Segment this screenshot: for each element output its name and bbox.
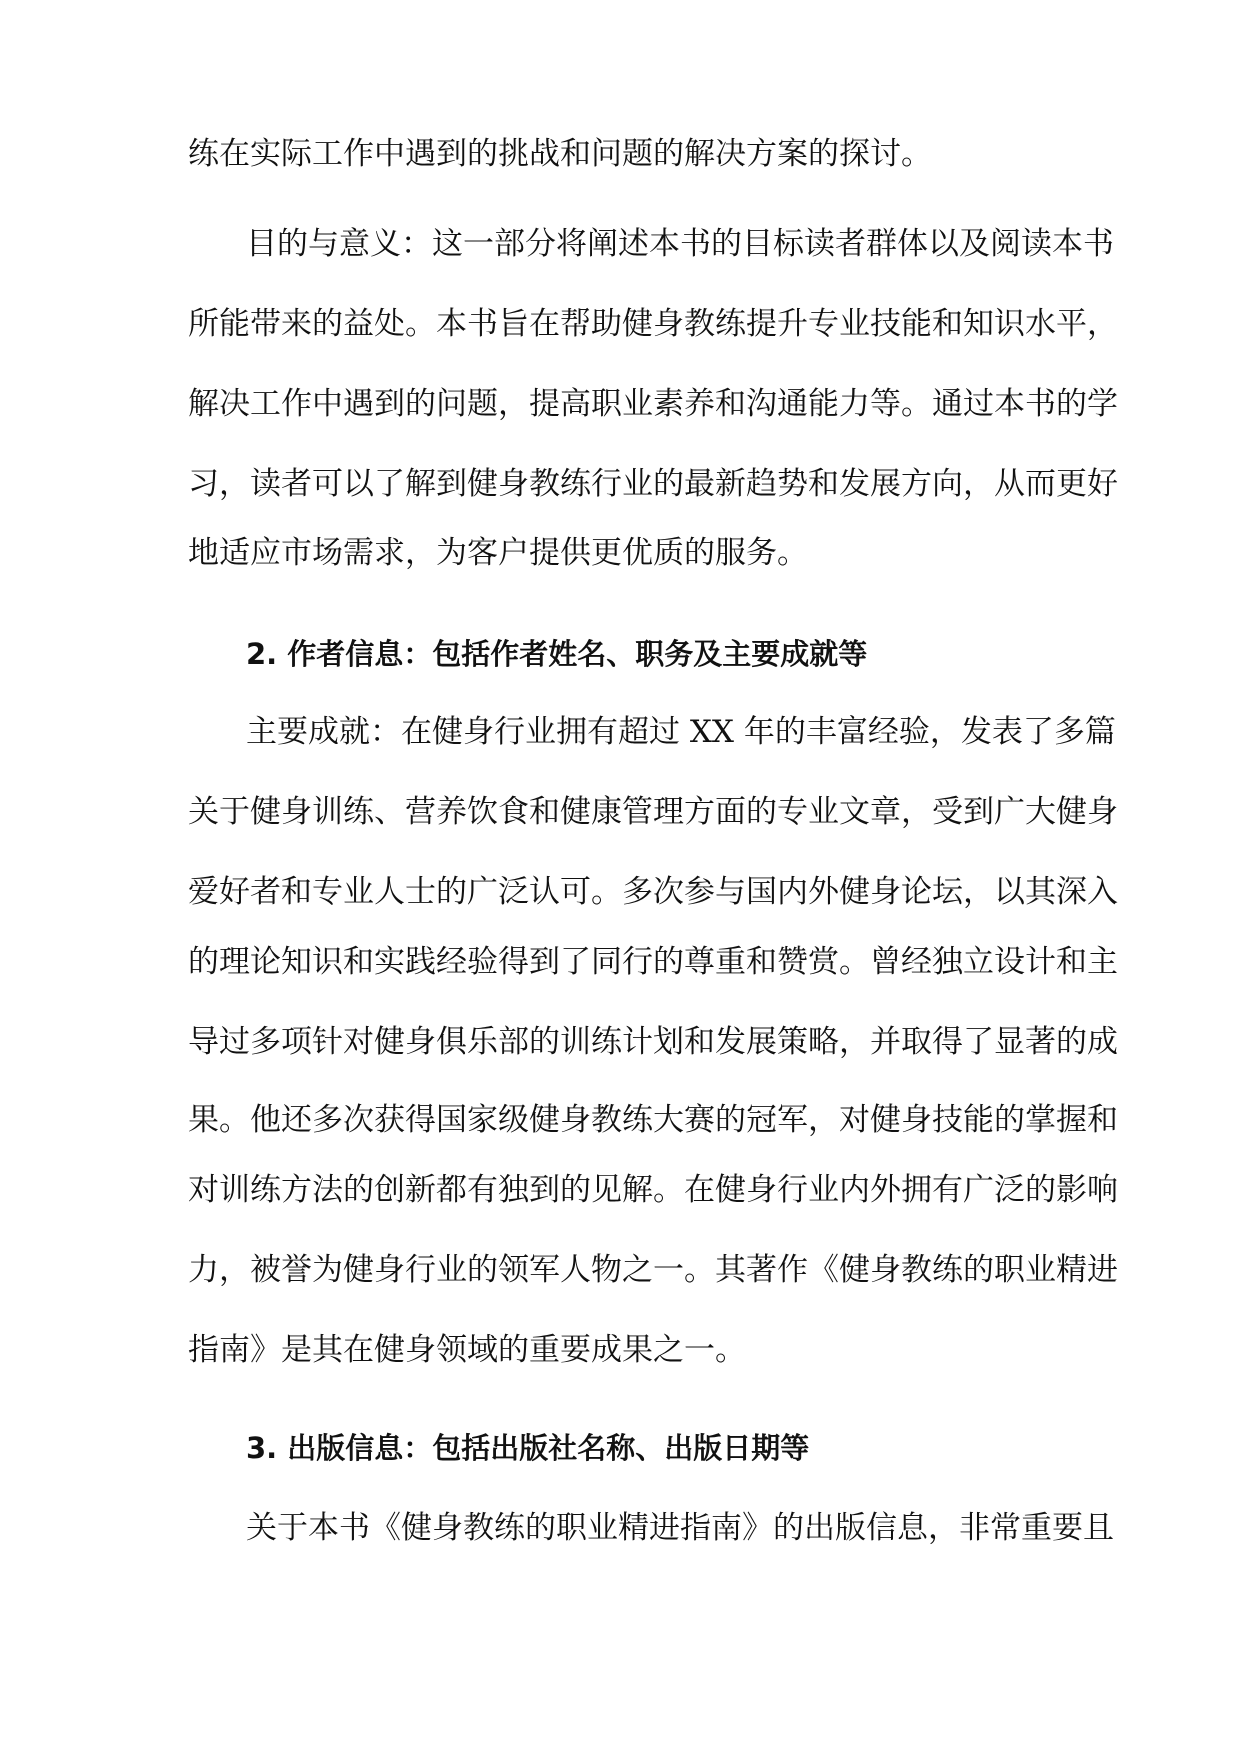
section-2-line: 主要成就：在健身行业拥有超过 XX 年的丰富经验，发表了多篇 (246, 714, 1116, 750)
paragraph-purpose-line: 习，读者可以了解到健身教练行业的最新趋势和发展方向，从而更好 (188, 466, 1118, 502)
paragraph-purpose-line: 解决工作中遇到的问题，提高职业素养和沟通能力等。通过本书的学 (188, 386, 1118, 422)
paragraph-purpose-line: 所能带来的益处。本书旨在帮助健身教练提升专业技能和知识水平， (188, 306, 1118, 342)
section-2-line: 指南》是其在健身领域的重要成果之一。 (188, 1332, 746, 1368)
section-2-line: 的理论知识和实践经验得到了同行的尊重和赞赏。曾经独立设计和主 (188, 944, 1118, 980)
section-2-line: 爱好者和专业人士的广泛认可。多次参与国内外健身论坛，以其深入 (188, 874, 1118, 910)
section-2-line: 关于健身训练、营养饮食和健康管理方面的专业文章，受到广大健身 (188, 794, 1118, 830)
section-2-heading: 2. 作者信息：包括作者姓名、职务及主要成就等 (246, 637, 868, 671)
section-2-line: 果。他还多次获得国家级健身教练大赛的冠军，对健身技能的掌握和 (188, 1102, 1118, 1138)
paragraph-purpose-line: 地适应市场需求，为客户提供更优质的服务。 (188, 535, 808, 571)
section-2-line: 导过多项针对健身俱乐部的训练计划和发展策略，并取得了显著的成 (188, 1024, 1118, 1060)
section-2-line: 对训练方法的创新都有独到的见解。在健身行业内外拥有广泛的影响 (188, 1172, 1118, 1208)
paragraph-intro-line: 练在实际工作中遇到的挑战和问题的解决方案的探讨。 (188, 136, 932, 172)
section-3-line: 关于本书《健身教练的职业精进指南》的出版信息，非常重要且 (246, 1510, 1114, 1546)
paragraph-purpose-line: 目的与意义：这一部分将阐述本书的目标读者群体以及阅读本书 (246, 226, 1114, 262)
section-2-line: 力，被誉为健身行业的领军人物之一。其著作《健身教练的职业精进 (188, 1252, 1118, 1288)
section-3-heading: 3. 出版信息：包括出版社名称、出版日期等 (246, 1431, 810, 1465)
